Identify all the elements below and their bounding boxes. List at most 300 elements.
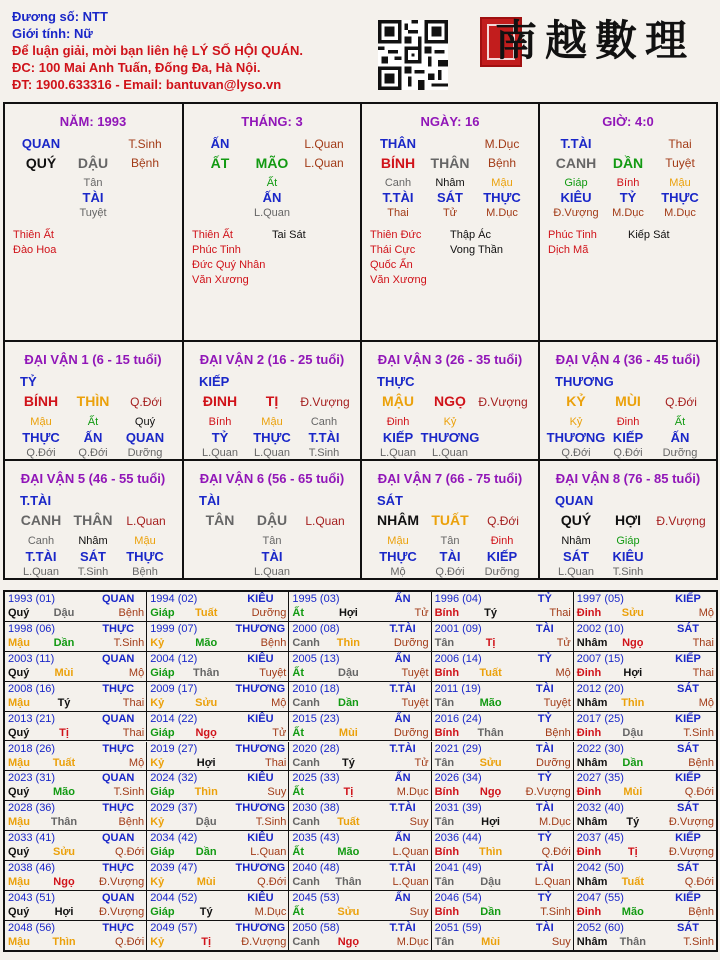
year-can: Đinh xyxy=(576,906,602,918)
pillar-chi: DẬU xyxy=(77,155,109,171)
decade-phase: Đ.Vượng xyxy=(478,395,528,409)
year-label: 2015 (23) xyxy=(292,712,340,725)
year-star: TÀI xyxy=(535,622,554,635)
pillar-chi: MÃO xyxy=(255,155,289,171)
year-chi: Dậu xyxy=(622,726,644,739)
year-phase: T.Sinh xyxy=(113,786,145,799)
year-label: 2008 (16) xyxy=(8,682,56,695)
year-cell xyxy=(432,771,574,801)
year-chi: Tuất xyxy=(479,666,502,679)
hidden-star: KIẾP xyxy=(612,430,644,445)
year-phase: T.Sinh xyxy=(113,636,145,649)
year-cell xyxy=(574,742,716,772)
year-chi: Ngọ xyxy=(622,636,644,649)
year-label: 1994 (02) xyxy=(150,593,198,605)
year-star: ẤN xyxy=(394,772,411,785)
year-star: TÀI xyxy=(535,921,554,934)
year-phase: Tuyệt xyxy=(401,696,429,709)
year-can: Tân xyxy=(434,816,455,829)
hidden-star: THỰC xyxy=(253,430,291,445)
year-label: 2021 (29) xyxy=(434,742,482,755)
year-star: T.TÀI xyxy=(389,682,416,695)
year-cell xyxy=(432,861,574,891)
year-label: 2006 (14) xyxy=(434,652,482,665)
hidden-phase: T.Sinh xyxy=(77,566,109,578)
hidden-star: SÁT xyxy=(437,190,463,205)
year-star: THƯƠNG xyxy=(235,742,286,755)
year-star: THƯƠNG xyxy=(235,802,286,815)
hidden-can: Đinh xyxy=(616,416,640,428)
year-phase: Suy xyxy=(409,906,429,918)
year-can: Giáp xyxy=(150,666,175,679)
year-chi: Thân xyxy=(50,816,78,829)
year-can: Giáp xyxy=(150,607,175,619)
hidden-phase: T.Sinh xyxy=(612,566,644,578)
year-star: QUAN xyxy=(101,593,135,605)
year-chi: Hợi xyxy=(196,756,216,769)
year-chi: Ngọ xyxy=(337,935,360,948)
hidden-phase: Dưỡng xyxy=(662,447,698,459)
year-label: 2029 (37) xyxy=(150,802,198,815)
year-phase: Đ.Vượng xyxy=(99,906,145,918)
year-cell xyxy=(5,592,147,622)
year-label: 2024 (32) xyxy=(150,772,198,785)
pillar-star-right: T.Sinh xyxy=(128,137,162,151)
pillar-can: BÍNH xyxy=(380,155,416,171)
year-star: ẤN xyxy=(394,712,411,725)
decade-chi: TUẤT xyxy=(431,512,469,528)
year-star: THƯƠNG xyxy=(235,921,286,934)
hidden-star: ẤN xyxy=(670,430,690,445)
year-chi: Mùi xyxy=(623,786,643,799)
decade-star: KIẾP xyxy=(199,374,230,389)
year-star: KIÊU xyxy=(247,832,274,845)
pillar-star-left: T.TÀI xyxy=(560,136,592,151)
year-can: Bính xyxy=(434,666,460,679)
year-cell xyxy=(147,831,289,861)
year-star: KIẾP xyxy=(675,712,701,725)
year-phase: Mộ xyxy=(555,666,571,679)
hidden-phase: T.Sinh xyxy=(308,447,340,459)
year-label: 2048 (56) xyxy=(8,921,56,934)
year-label: 2038 (46) xyxy=(8,862,56,875)
hidden-phase: Q.Đới xyxy=(561,447,591,459)
year-chi: Thân xyxy=(193,666,220,679)
year-phase: L.Quan xyxy=(250,846,287,859)
year-star: TỶ xyxy=(537,712,552,725)
year-phase: Thai xyxy=(264,756,287,769)
year-can: Nhâm xyxy=(576,816,608,829)
hidden-star: THỰC xyxy=(126,549,164,564)
year-star: QUAN xyxy=(101,892,135,904)
year-phase: Suy xyxy=(409,816,429,829)
decade-chi: MÙI xyxy=(615,393,641,409)
year-label: 2019 (27) xyxy=(150,742,198,755)
year-can: Quý xyxy=(8,726,30,739)
hidden-star: TỶ xyxy=(619,190,637,205)
year-phase: Tuyệt xyxy=(259,666,287,679)
pillar-extra-star: Phúc Tinh xyxy=(548,229,597,241)
hidden-can: Canh xyxy=(27,535,55,547)
pillar-extra-star: Thiên Đức xyxy=(370,229,422,241)
year-phase: Dưỡng xyxy=(393,726,429,739)
year-label: 2034 (42) xyxy=(150,832,198,845)
year-label: 2023 (31) xyxy=(8,772,56,785)
decade-can: BÍNH xyxy=(23,393,59,409)
year-can: Bính xyxy=(434,607,460,619)
year-chi: Mùi xyxy=(54,666,74,679)
pillar-extra-star: Văn Xương xyxy=(370,274,427,286)
year-star: KIÊU xyxy=(247,593,274,605)
year-phase: Dưỡng xyxy=(251,607,287,619)
hidden-phase: Q.Đới xyxy=(435,566,465,578)
year-can: Mậu xyxy=(8,636,30,649)
year-star: KIẾP xyxy=(675,892,701,904)
year-can: Ất xyxy=(292,666,304,679)
hidden-phase: L.Quan xyxy=(22,566,60,578)
year-chi: Dần xyxy=(480,906,501,918)
decade-chi: NGỌ xyxy=(434,393,466,409)
pillar-phase: Bệnh xyxy=(487,156,517,170)
hidden-star: THỰC xyxy=(483,190,521,205)
year-can: Tân xyxy=(434,876,455,889)
hidden-phase: Q.Đới xyxy=(26,447,56,459)
year-phase: Q.Đới xyxy=(684,786,714,799)
year-cell xyxy=(147,652,289,682)
hidden-can: Tân xyxy=(83,177,103,189)
hidden-can: Ất xyxy=(266,177,278,189)
year-star: QUAN xyxy=(101,832,135,845)
year-star: T.TÀI xyxy=(389,921,416,934)
pillar-star-left: ẤN xyxy=(210,136,230,151)
year-chi: Mùi xyxy=(196,876,216,889)
pillar-star-right: L.Quan xyxy=(304,137,344,151)
hidden-phase: M.Dục xyxy=(664,207,696,219)
pillar-extra-star: Thiên Ất xyxy=(13,229,54,241)
hidden-star: THỰC xyxy=(22,430,60,445)
pillar-title: THÁNG: 3 xyxy=(241,114,303,129)
year-phase: L.Quan xyxy=(392,876,429,889)
hidden-star: T.TÀI xyxy=(382,190,414,205)
decade-phase: Đ.Vượng xyxy=(656,514,706,528)
year-star: KIÊU xyxy=(247,892,274,904)
year-label: 1996 (04) xyxy=(434,593,482,605)
year-phase: Q.Đới xyxy=(684,876,714,889)
year-chi: Sửu xyxy=(195,696,218,709)
year-chi: Mão xyxy=(621,906,644,918)
hidden-can: Giáp xyxy=(616,535,640,547)
header xyxy=(0,0,720,102)
year-cell xyxy=(147,801,289,831)
year-star: SÁT xyxy=(676,862,699,875)
year-can: Canh xyxy=(292,935,320,948)
year-star: SÁT xyxy=(676,921,699,934)
hidden-star: TÀI xyxy=(439,549,461,564)
pillar-chi: THÂN xyxy=(430,155,470,171)
year-can: Mậu xyxy=(8,876,30,889)
year-chi: Dần xyxy=(195,846,217,859)
hidden-star: KIÊU xyxy=(560,190,592,205)
year-can: Nhâm xyxy=(576,935,608,948)
year-cell xyxy=(432,592,574,622)
year-can: Tân xyxy=(434,935,455,948)
year-can: Giáp xyxy=(150,786,175,799)
hidden-can: Giáp xyxy=(564,177,588,189)
decade-phase: Q.Đới xyxy=(487,514,519,528)
hidden-phase: L.Quan xyxy=(431,447,469,459)
hidden-can: Nhâm xyxy=(78,535,108,547)
year-can: Kỷ xyxy=(150,935,165,948)
year-phase: M.Dục xyxy=(539,816,571,829)
year-star: TỶ xyxy=(537,652,552,665)
decade-star: TỶ xyxy=(20,374,37,389)
decade-chi: THÌN xyxy=(76,393,110,409)
year-star: THỰC xyxy=(102,921,135,934)
year-chi: Sửu xyxy=(52,846,76,859)
year-label: 2001 (09) xyxy=(434,622,482,635)
year-cell xyxy=(289,891,431,921)
year-label: 2027 (35) xyxy=(576,772,624,785)
year-label: 2013 (21) xyxy=(8,712,56,725)
year-can: Kỷ xyxy=(150,696,165,709)
decade-phase: Q.Đới xyxy=(665,395,697,409)
hidden-phase: L.Quan xyxy=(253,447,291,459)
year-chi: Thân xyxy=(477,726,504,739)
year-cell xyxy=(5,771,147,801)
year-chi: Mùi xyxy=(338,726,358,739)
year-phase: Đ.Vượng xyxy=(241,935,287,948)
pillar-chi: DẦN xyxy=(612,155,644,171)
year-chi: Dậu xyxy=(53,607,75,619)
year-cell xyxy=(5,742,147,772)
hidden-can: Đinh xyxy=(490,535,514,547)
pillar-can: QUÝ xyxy=(25,155,57,171)
year-cell xyxy=(574,891,716,921)
year-chi: Thìn xyxy=(478,846,503,859)
year-cell xyxy=(432,921,574,950)
year-chi: Mùi xyxy=(481,935,501,948)
year-label: 2037 (45) xyxy=(576,832,624,845)
year-can: Quý xyxy=(8,906,30,918)
hidden-can: Ất xyxy=(87,416,99,428)
year-label: 2025 (33) xyxy=(292,772,340,785)
year-chi: Thân xyxy=(335,876,362,889)
year-cell xyxy=(574,801,716,831)
year-chi: Tuất xyxy=(337,816,360,829)
hidden-star: ẤN xyxy=(262,190,282,205)
year-can: Kỷ xyxy=(150,756,165,769)
year-phase: T.Sinh xyxy=(255,816,287,829)
year-can: Giáp xyxy=(150,726,175,739)
year-can: Nhâm xyxy=(576,696,608,709)
year-cell xyxy=(574,682,716,712)
year-cell xyxy=(5,712,147,742)
year-label: 2018 (26) xyxy=(8,742,56,755)
year-label: 2049 (57) xyxy=(150,921,198,934)
hidden-phase: Tử xyxy=(442,207,458,219)
year-cell xyxy=(289,861,431,891)
pillar-phase: Bệnh xyxy=(130,156,160,170)
year-label: 2026 (34) xyxy=(434,772,482,785)
year-star: KIÊU xyxy=(247,652,274,665)
year-cell xyxy=(5,682,147,712)
year-phase: Tử xyxy=(556,636,571,649)
pillar-extra-star: Thái Cực xyxy=(370,244,416,256)
year-cell xyxy=(5,861,147,891)
decade-can: ĐINH xyxy=(202,393,238,409)
year-cell xyxy=(289,652,431,682)
year-label: 1998 (06) xyxy=(8,622,56,635)
hidden-phase: L.Quan xyxy=(253,566,291,578)
year-star: ẤN xyxy=(394,652,411,665)
year-phase: Bệnh xyxy=(118,607,145,619)
year-star: KIẾP xyxy=(675,832,701,845)
year-cell xyxy=(289,771,431,801)
decade-star: QUAN xyxy=(555,493,594,508)
year-phase: Q.Đới xyxy=(114,935,145,948)
hidden-star: THỰC xyxy=(379,549,417,564)
year-phase: Đ.Vượng xyxy=(668,816,714,829)
year-label: 2052 (60) xyxy=(576,921,624,934)
year-phase: Mộ xyxy=(698,696,714,709)
year-chi: Sửu xyxy=(337,906,360,918)
year-phase: Bệnh xyxy=(118,816,145,829)
year-label: 2000 (08) xyxy=(292,622,340,635)
year-phase: Đ.Vượng xyxy=(525,786,571,799)
year-chi: Dần xyxy=(338,696,359,709)
year-can: Canh xyxy=(292,816,320,829)
year-cell xyxy=(5,622,147,652)
year-star: T.TÀI xyxy=(389,742,416,755)
year-phase: Thai xyxy=(122,696,145,709)
pillar-extra-star: Văn Xương xyxy=(192,274,249,286)
year-cell xyxy=(574,771,716,801)
year-can: Đinh xyxy=(576,607,602,619)
year-can: Giáp xyxy=(150,846,175,859)
year-can: Ất xyxy=(292,846,304,859)
year-cell xyxy=(147,682,289,712)
year-star: THỰC xyxy=(102,862,135,875)
year-phase: Q.Đới xyxy=(541,846,571,859)
year-phase: Thai xyxy=(692,636,714,649)
hidden-can: Bính xyxy=(208,416,232,428)
decade-chi: THÂN xyxy=(73,512,113,528)
year-chi: Tuất xyxy=(194,607,218,619)
year-phase: Suy xyxy=(551,935,571,948)
year-chi: Tị xyxy=(59,726,69,739)
year-can: Quý xyxy=(8,786,30,799)
year-label: 1993 (01) xyxy=(8,593,56,605)
year-can: Tân xyxy=(434,636,455,649)
decade-chi: HỢI xyxy=(615,512,641,528)
hidden-phase: L.Quan xyxy=(379,447,417,459)
year-phase: Tử xyxy=(272,726,287,739)
year-phase: Tuyệt xyxy=(401,666,429,679)
decade-title: ĐẠI VẬN 8 (76 - 85 tuổi) xyxy=(555,471,701,486)
hidden-star: KIÊU xyxy=(612,549,644,564)
year-can: Bính xyxy=(434,906,460,918)
year-chi: Tị xyxy=(627,846,638,859)
hidden-phase: Dưỡng xyxy=(127,447,163,459)
year-chi: Dần xyxy=(53,636,75,649)
year-star: KIÊU xyxy=(247,772,274,785)
year-phase: Bệnh xyxy=(688,756,714,769)
pillar-can: CANH xyxy=(555,155,597,171)
year-label: 2022 (30) xyxy=(576,742,624,755)
decade-can: KỶ xyxy=(566,393,586,409)
year-star: THỰC xyxy=(102,622,135,635)
year-phase: Đ.Vượng xyxy=(99,876,145,889)
year-can: Đinh xyxy=(576,666,602,679)
year-label: 2042 (50) xyxy=(576,862,624,875)
decade-title: ĐẠI VẬN 6 (56 - 65 tuổi) xyxy=(199,471,345,486)
year-can: Ất xyxy=(292,607,304,619)
year-star: ẤN xyxy=(394,892,411,904)
year-cell xyxy=(574,921,716,950)
year-phase: L.Quan xyxy=(534,876,571,889)
year-label: 1997 (05) xyxy=(576,593,624,605)
year-can: Mậu xyxy=(8,816,30,829)
hidden-can: Canh xyxy=(384,177,412,189)
decade-chi: TỊ xyxy=(265,393,279,409)
owner-info xyxy=(12,8,303,93)
year-chi: Tuất xyxy=(621,876,644,889)
year-phase: M.Dục xyxy=(396,935,429,948)
year-star: THỰC xyxy=(102,802,135,815)
year-phase: Bệnh xyxy=(545,726,571,739)
hidden-star: T.TÀI xyxy=(308,430,340,445)
contact-note: Để luận giải, mời bạn liên hệ LÝ SỐ HỘI QUÁN. xyxy=(12,43,303,58)
contact-address: ĐC: 100 Mai Anh Tuấn, Đống Đa, Hà Nội. xyxy=(12,60,261,75)
year-chi: Mão xyxy=(53,786,75,799)
year-phase: Q.Đới xyxy=(257,876,287,889)
decade-title: ĐẠI VẬN 3 (26 - 35 tuổi) xyxy=(377,352,523,367)
year-star: QUAN xyxy=(101,772,135,785)
year-star: ẤN xyxy=(394,593,411,605)
year-star: TÀI xyxy=(535,742,554,755)
pillar-extra-star: Thiên Ất xyxy=(192,229,233,241)
year-chi: Tị xyxy=(343,786,354,799)
year-chi: Mão xyxy=(337,846,360,859)
hidden-star: SÁT xyxy=(80,549,106,564)
pillar-phase: Tuyệt xyxy=(665,156,695,170)
year-cell xyxy=(147,891,289,921)
year-cell xyxy=(574,652,716,682)
year-phase: T.Sinh xyxy=(683,935,714,948)
year-can: Canh xyxy=(292,636,320,649)
hidden-can: Tân xyxy=(440,535,460,547)
year-cell xyxy=(432,742,574,772)
hidden-phase: L.Quan xyxy=(253,207,291,219)
year-cell xyxy=(432,891,574,921)
year-can: Ất xyxy=(292,786,304,799)
brand-logo: 南越數理 xyxy=(495,16,696,65)
year-star: TỶ xyxy=(537,892,552,904)
year-phase: Suy xyxy=(267,786,287,799)
year-star: SÁT xyxy=(676,682,699,695)
year-phase: Thai xyxy=(122,726,145,739)
year-star: TỶ xyxy=(537,772,552,785)
year-chi: Thìn xyxy=(194,786,218,799)
year-phase: Thai xyxy=(692,666,714,679)
hidden-star: THỰC xyxy=(661,190,699,205)
year-can: Mậu xyxy=(8,935,30,948)
year-can: Canh xyxy=(292,696,320,709)
year-label: 2016 (24) xyxy=(434,712,482,725)
pillar-extra-star: Thập Ác xyxy=(450,229,491,241)
hidden-can: Mậu xyxy=(491,177,513,189)
year-chi: Tý xyxy=(199,906,213,918)
